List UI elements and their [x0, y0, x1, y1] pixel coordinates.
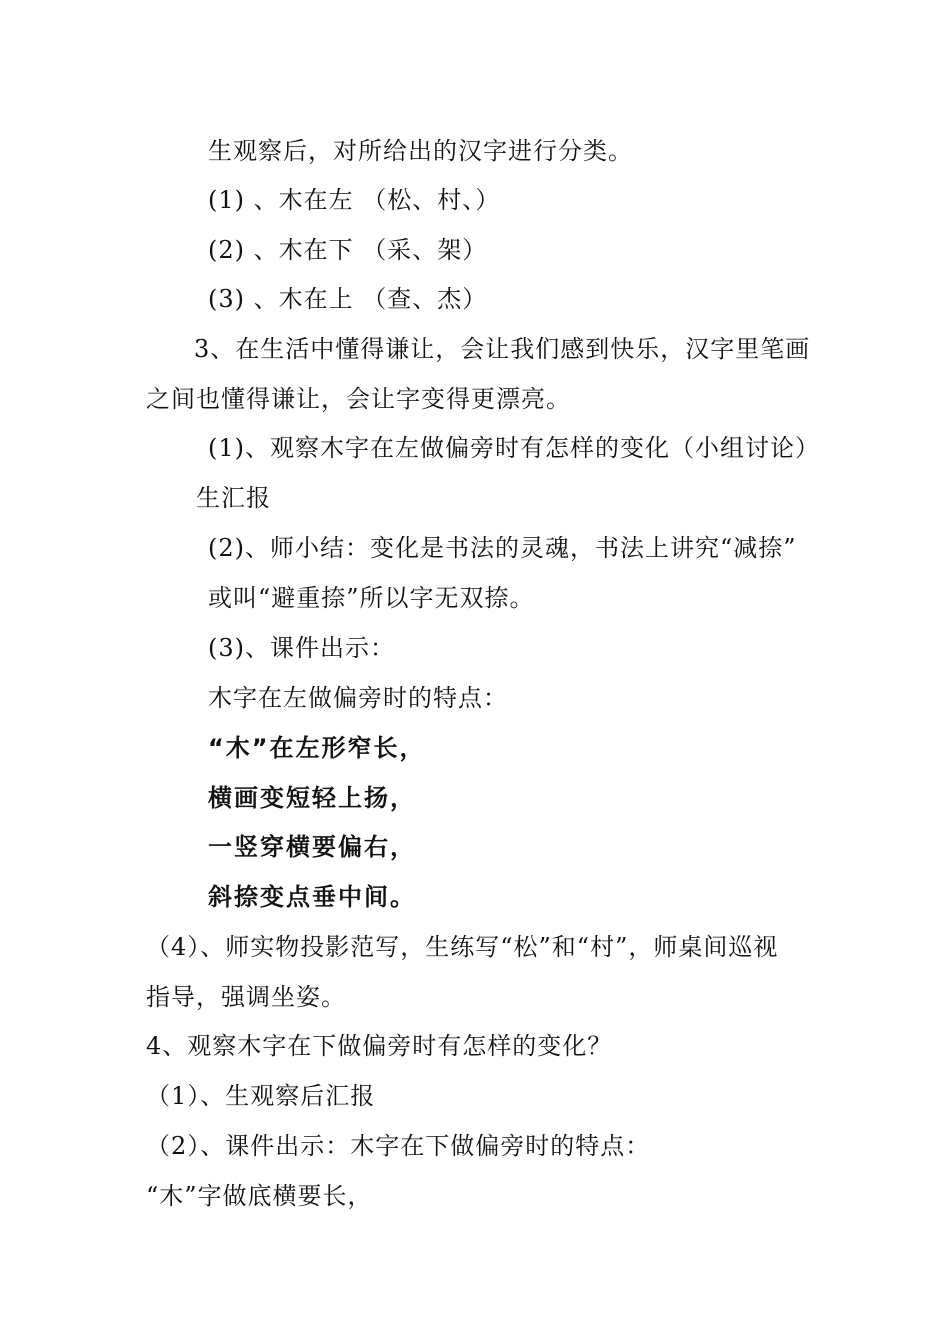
list-item: (1)、观察木字在左做偏旁时有怎样的变化（小组讨论） [208, 434, 820, 462]
paragraph-line: 或叫“避重捺”所以字无双捺。 [208, 584, 535, 612]
list-item: (2)、师小结：变化是书法的灵魂，书法上讲究“减捺” [208, 534, 797, 562]
list-item: （4）、师实物投影范写，生练写“松”和“村”，师桌间巡视 [146, 933, 779, 961]
rhyme-line: “木”在左形窄长， [208, 734, 426, 762]
rhyme-line: 横画变短轻上扬， [208, 784, 416, 812]
paragraph-line: 生观察后，对所给出的汉字进行分类。 [208, 137, 633, 165]
list-item: （2）、课件出示：木字在下做偏旁时的特点： [146, 1132, 651, 1160]
paragraph-line: 指导，强调坐姿。 [146, 983, 346, 1011]
list-item: （1）、生观察后汇报 [146, 1082, 376, 1110]
list-item: (2) 、木在下 （采、架） [208, 236, 488, 264]
list-item: (1) 、木在左 （松、村、） [208, 186, 501, 214]
paragraph-line: 3、在生活中懂得谦让，会让我们感到快乐，汉字里笔画 [194, 335, 811, 363]
list-item: (3) 、木在上 （查、杰） [208, 285, 488, 313]
paragraph-line: 生汇报 [196, 484, 271, 512]
paragraph-line: 之间也懂得谦让，会让字变得更漂亮。 [146, 385, 571, 413]
rhyme-line: 一竖穿横要偏右， [208, 833, 416, 861]
rhyme-line: 斜捺变点垂中间。 [208, 883, 416, 911]
paragraph-line: 木字在左做偏旁时的特点： [208, 684, 508, 712]
paragraph-line: “木”字做底横要长， [146, 1182, 373, 1210]
paragraph-line: 4、观察木字在下做偏旁时有怎样的变化？ [146, 1032, 613, 1060]
list-item: (3)、课件出示： [208, 634, 395, 662]
